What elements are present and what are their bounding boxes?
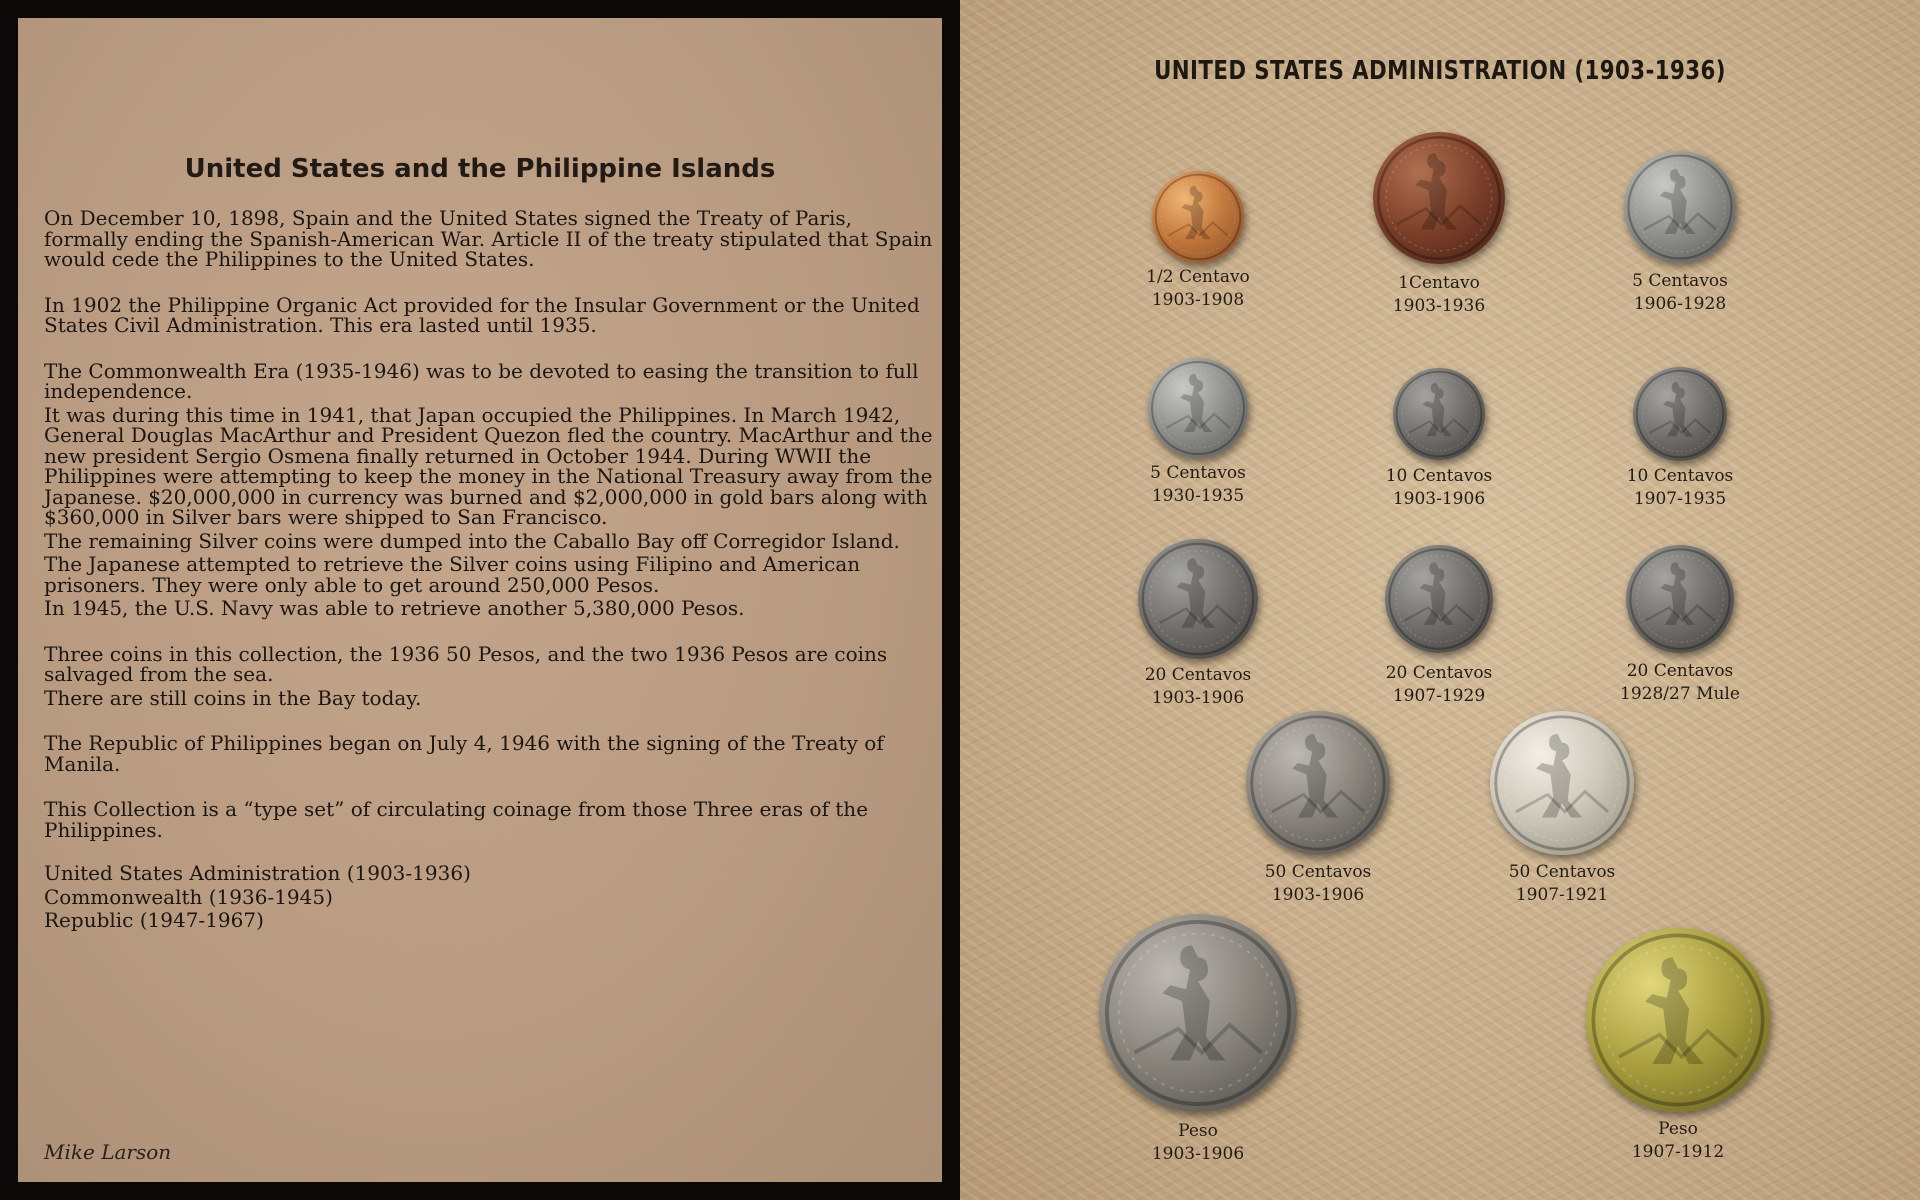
coin-20-centavos-icon <box>1626 545 1734 653</box>
coin-caption <box>1088 266 1308 312</box>
coin-caption <box>1208 861 1428 907</box>
coin-denomination: 5 Centavos <box>1632 271 1728 291</box>
paragraph: This Collection is a “type set” of circulating coinage from those Three eras of the Philippines. <box>44 797 869 842</box>
coin-50-centavos-icon <box>1490 711 1634 855</box>
history-text <box>44 208 934 933</box>
paragraph: In 1902 the Philippine Organic Act provided for the Insular Government or the United States Civil Administration. This era lasted until 1935. <box>44 292 920 337</box>
coin-years: 1903-1906 <box>1271 885 1365 905</box>
coin-years: 1907-1912 <box>1631 1142 1725 1162</box>
album-title: UNITED STATES ADMINISTRATION (1903-1936) <box>1154 56 1726 86</box>
eras-list <box>44 862 934 933</box>
coin-caption <box>1329 662 1549 708</box>
coin-half-centavo-icon <box>1152 171 1244 263</box>
paragraph: Three coins in this collection, the 1936 50 Pesos, and the two 1936 Pesos are coins salvaged from the sea. <box>44 641 888 686</box>
coin-caption <box>1570 660 1790 706</box>
coin-denomination: 5 Centavos <box>1150 463 1246 483</box>
coin-years: 1903-1906 <box>1151 1144 1245 1164</box>
coin-years: 1903-1906 <box>1392 489 1486 509</box>
coin-denomination: 50 Centavos <box>1264 862 1372 882</box>
coin-years: 1907-1921 <box>1515 885 1609 905</box>
era-item: United States Administration (1903-1936) <box>44 861 471 885</box>
era-item: Commonwealth (1936-1945) <box>44 884 333 909</box>
coin-denomination: 10 Centavos <box>1385 466 1493 486</box>
coin-years: 1903-1906 <box>1151 688 1245 708</box>
coin-album-page <box>960 0 1920 1200</box>
coin-caption <box>1088 1120 1308 1166</box>
paragraph: There are still coins in the Bay today. <box>44 685 422 710</box>
coin-10-centavos-icon <box>1393 368 1485 460</box>
coin-years: 1928/27 Mule <box>1620 684 1740 704</box>
coin-years: 1907-1929 <box>1392 686 1486 706</box>
coin-one-centavo-icon <box>1373 132 1505 264</box>
coin-peso-icon <box>1586 928 1770 1112</box>
coin-years: 1906-1928 <box>1633 294 1727 314</box>
coin-caption <box>1329 272 1549 318</box>
coin-caption <box>1088 664 1308 710</box>
coin-peso-icon <box>1099 914 1297 1112</box>
coin-denomination: Peso <box>1178 1121 1218 1141</box>
coin-denomination: 20 Centavos <box>1385 663 1493 683</box>
coin-denomination: 20 Centavos <box>1626 661 1734 681</box>
paragraph: The remaining Silver coins were dumped into the Caballo Bay off Corregidor Island. <box>44 528 900 553</box>
coin-denomination: 10 Centavos <box>1626 466 1734 486</box>
paragraph: The Commonwealth Era (1935-1946) was to be devoted to easing the transition to full independence. <box>44 358 919 403</box>
coin-years: 1903-1936 <box>1392 296 1486 316</box>
coin-years: 1930-1935 <box>1151 486 1245 506</box>
coin-caption <box>1329 465 1549 511</box>
coin-denomination: 20 Centavos <box>1144 665 1252 685</box>
coin-denomination: Peso <box>1658 1119 1698 1139</box>
history-panel <box>18 18 942 1182</box>
coin-5-centavos-icon <box>1624 151 1736 263</box>
paragraph: The Republic of Philippines began on July 4, 1946 with the signing of the Treaty of Manila. <box>44 731 884 776</box>
coin-years: 1907-1935 <box>1633 489 1727 509</box>
coin-20-centavos-icon <box>1138 539 1258 659</box>
coin-denomination: 50 Centavos <box>1508 862 1616 882</box>
coin-years: 1903-1908 <box>1151 290 1245 310</box>
coin-caption <box>1570 270 1790 316</box>
coin-50-centavos-icon <box>1246 711 1390 855</box>
coin-20-centavos-icon <box>1385 545 1493 653</box>
paragraph: The Japanese attempted to retrieve the Silver coins using Filipino and American prisoners. They were only able to get around 250,000 Pesos. <box>44 552 861 597</box>
era-item: Republic (1947-1967) <box>44 908 264 932</box>
history-title: United States and the Philippine Islands <box>184 154 776 184</box>
coin-denomination: 1/2 Centavo <box>1146 267 1250 287</box>
coin-caption <box>1570 465 1790 511</box>
paragraph: On December 10, 1898, Spain and the United States signed the Treaty of Paris, formally ending the Spanish-American War. Article II of the treaty stipulated that Spain would cede the Philippines to the United States. <box>44 206 933 271</box>
paragraph: In 1945, the U.S. Navy was able to retrieve another 5,380,000 Pesos. <box>44 596 745 620</box>
author-signature: Mike Larson <box>44 1140 172 1164</box>
coin-caption <box>1568 1118 1788 1164</box>
coin-caption <box>1088 462 1308 508</box>
coin-caption <box>1452 861 1672 907</box>
coin-denomination: 1Centavo <box>1398 273 1480 293</box>
coin-10-centavos-icon <box>1633 367 1727 461</box>
paragraph: It was during this time in 1941, that Japan occupied the Philippines. In March 1942, General Douglas MacArthur and President Quezon fled the country. MacArthur and the new president Sergio Osmena finally returned in October 1944. During WWII the Philippines were attempting to keep the money in the National Treasury away from the Japanese. $20,000,000 in currency was burned and $2,000,000 in gold bars along with $360,000 in Silver bars were shipped to San Francisco. <box>44 402 933 529</box>
coin-5-centavos-icon <box>1148 358 1248 458</box>
